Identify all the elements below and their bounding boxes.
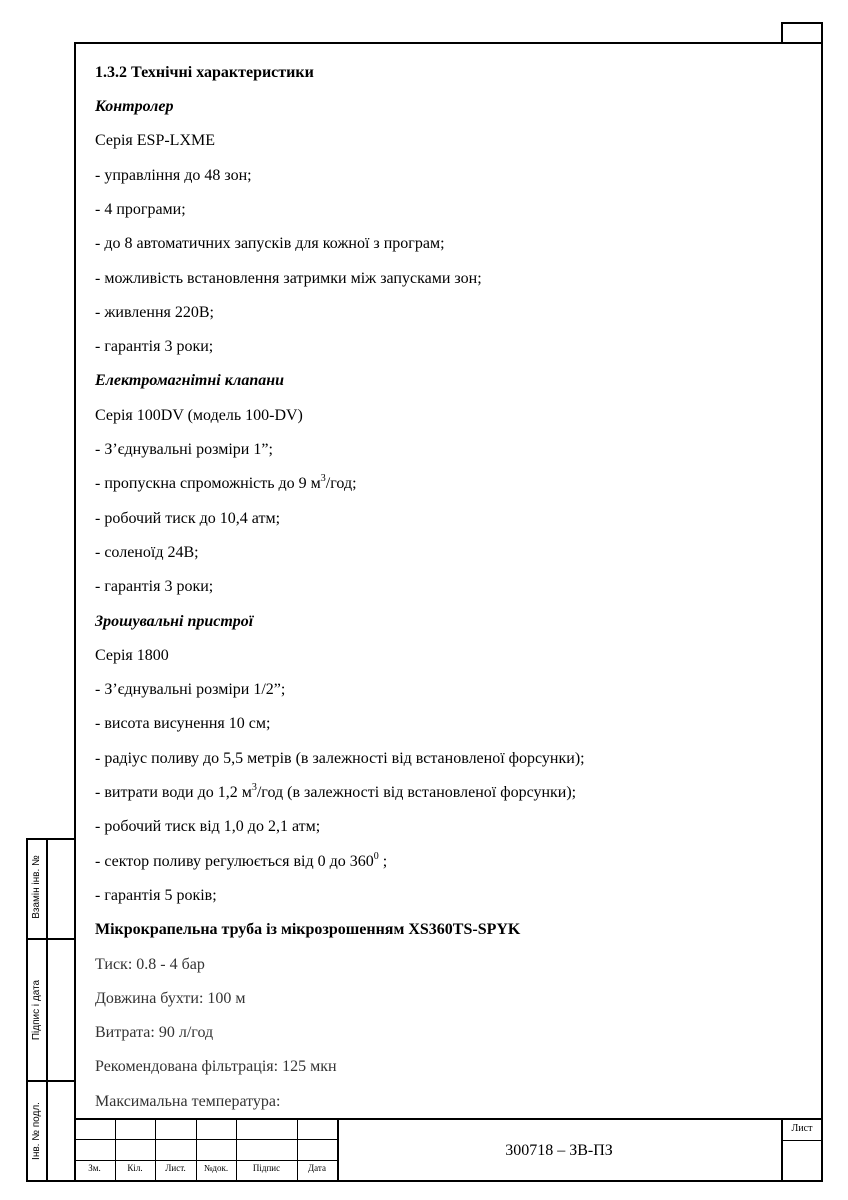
text-line: - гарантія 3 роки; xyxy=(95,338,214,356)
side-label-replaced: Взамін інв. № xyxy=(31,855,42,919)
text-line: - сектор поливу регулюється від 0 до $360^0$ ; xyxy=(95,850,388,870)
col-sheet: Лист. xyxy=(165,1163,186,1173)
text-line: - радіус поливу до 5,5 метрів (в залежності від встановленої форсунки); xyxy=(95,749,585,767)
subsection-title: Зрошувальні пристрої xyxy=(95,612,254,630)
text-line: - гарантія 3 роки; xyxy=(95,578,214,596)
text-line: Витрата: 90 л/год xyxy=(95,1024,214,1042)
text-line: - управління до 48 зон; xyxy=(95,166,252,184)
text-line: - живлення 220В; xyxy=(95,303,214,321)
text-line: - пропускна спроможність до 9 $м^3$/год; xyxy=(95,473,357,493)
text-line: Рекомендована фільтрація: 125 мкн xyxy=(95,1058,337,1076)
text-line: - З’єднувальні розміри 1/2”; xyxy=(95,681,286,699)
text-line: Максимальна температура: xyxy=(95,1092,281,1110)
text-line: - робочий тиск до 10,4 атм; xyxy=(95,509,281,527)
text-line: - витрати води до 1,2 $м^3$/год (в залежності від встановленої форсунки); xyxy=(95,782,577,801)
text-line: - соленоїд 24В; xyxy=(95,543,199,561)
text-line: - висота висунення 10 см; xyxy=(95,715,271,733)
text-line: Довжина бухти: 100 м xyxy=(95,989,246,1007)
subsection-title: Контролер xyxy=(95,98,174,115)
text-line: Тиск: 0.8 - 4 бар xyxy=(95,955,205,973)
text-line: - можливість встановлення затримки між запусками зон; xyxy=(95,269,482,287)
col-doc-number: №док. xyxy=(203,1163,229,1173)
sheet-label: Лист xyxy=(791,1123,813,1134)
title-block-top xyxy=(74,1118,823,1120)
sheet-corner-box xyxy=(781,22,823,44)
text-line: - робочий тиск від 1,0 до 2,1 атм; xyxy=(95,818,321,836)
text-line: Мікрокрапельна труба із мікрозрошенням XS360TS-SPYK xyxy=(95,921,521,939)
text-line: Серія 100DV (модель 100-DV) xyxy=(95,406,303,424)
col-change: Зм. xyxy=(88,1163,101,1173)
text-line: Серія 1800 xyxy=(95,646,169,664)
text-line: - до 8 автоматичних запусків для кожної з програм; xyxy=(95,235,445,253)
col-signature: Підпис xyxy=(252,1163,281,1173)
side-label-inv-original: Інв. № подл. xyxy=(31,1102,42,1160)
document-code: 300718 – ЗВ-ПЗ xyxy=(505,1142,613,1159)
text-line: Серія ESP-LXME xyxy=(95,132,215,150)
col-date: Дата xyxy=(308,1163,326,1173)
text-line: - гарантія 5 років; xyxy=(95,886,217,904)
text-line: - З’єднувальні розміри 1”; xyxy=(95,441,273,458)
side-label-signature-date: Підпис і дата xyxy=(31,979,42,1041)
col-count: Кіл. xyxy=(127,1163,143,1173)
section-heading: 1.3.2 Технічні характеристики xyxy=(95,64,314,81)
subsection-title: Електромагнітні клапани xyxy=(95,372,285,390)
text-line: - 4 програми; xyxy=(95,200,186,218)
